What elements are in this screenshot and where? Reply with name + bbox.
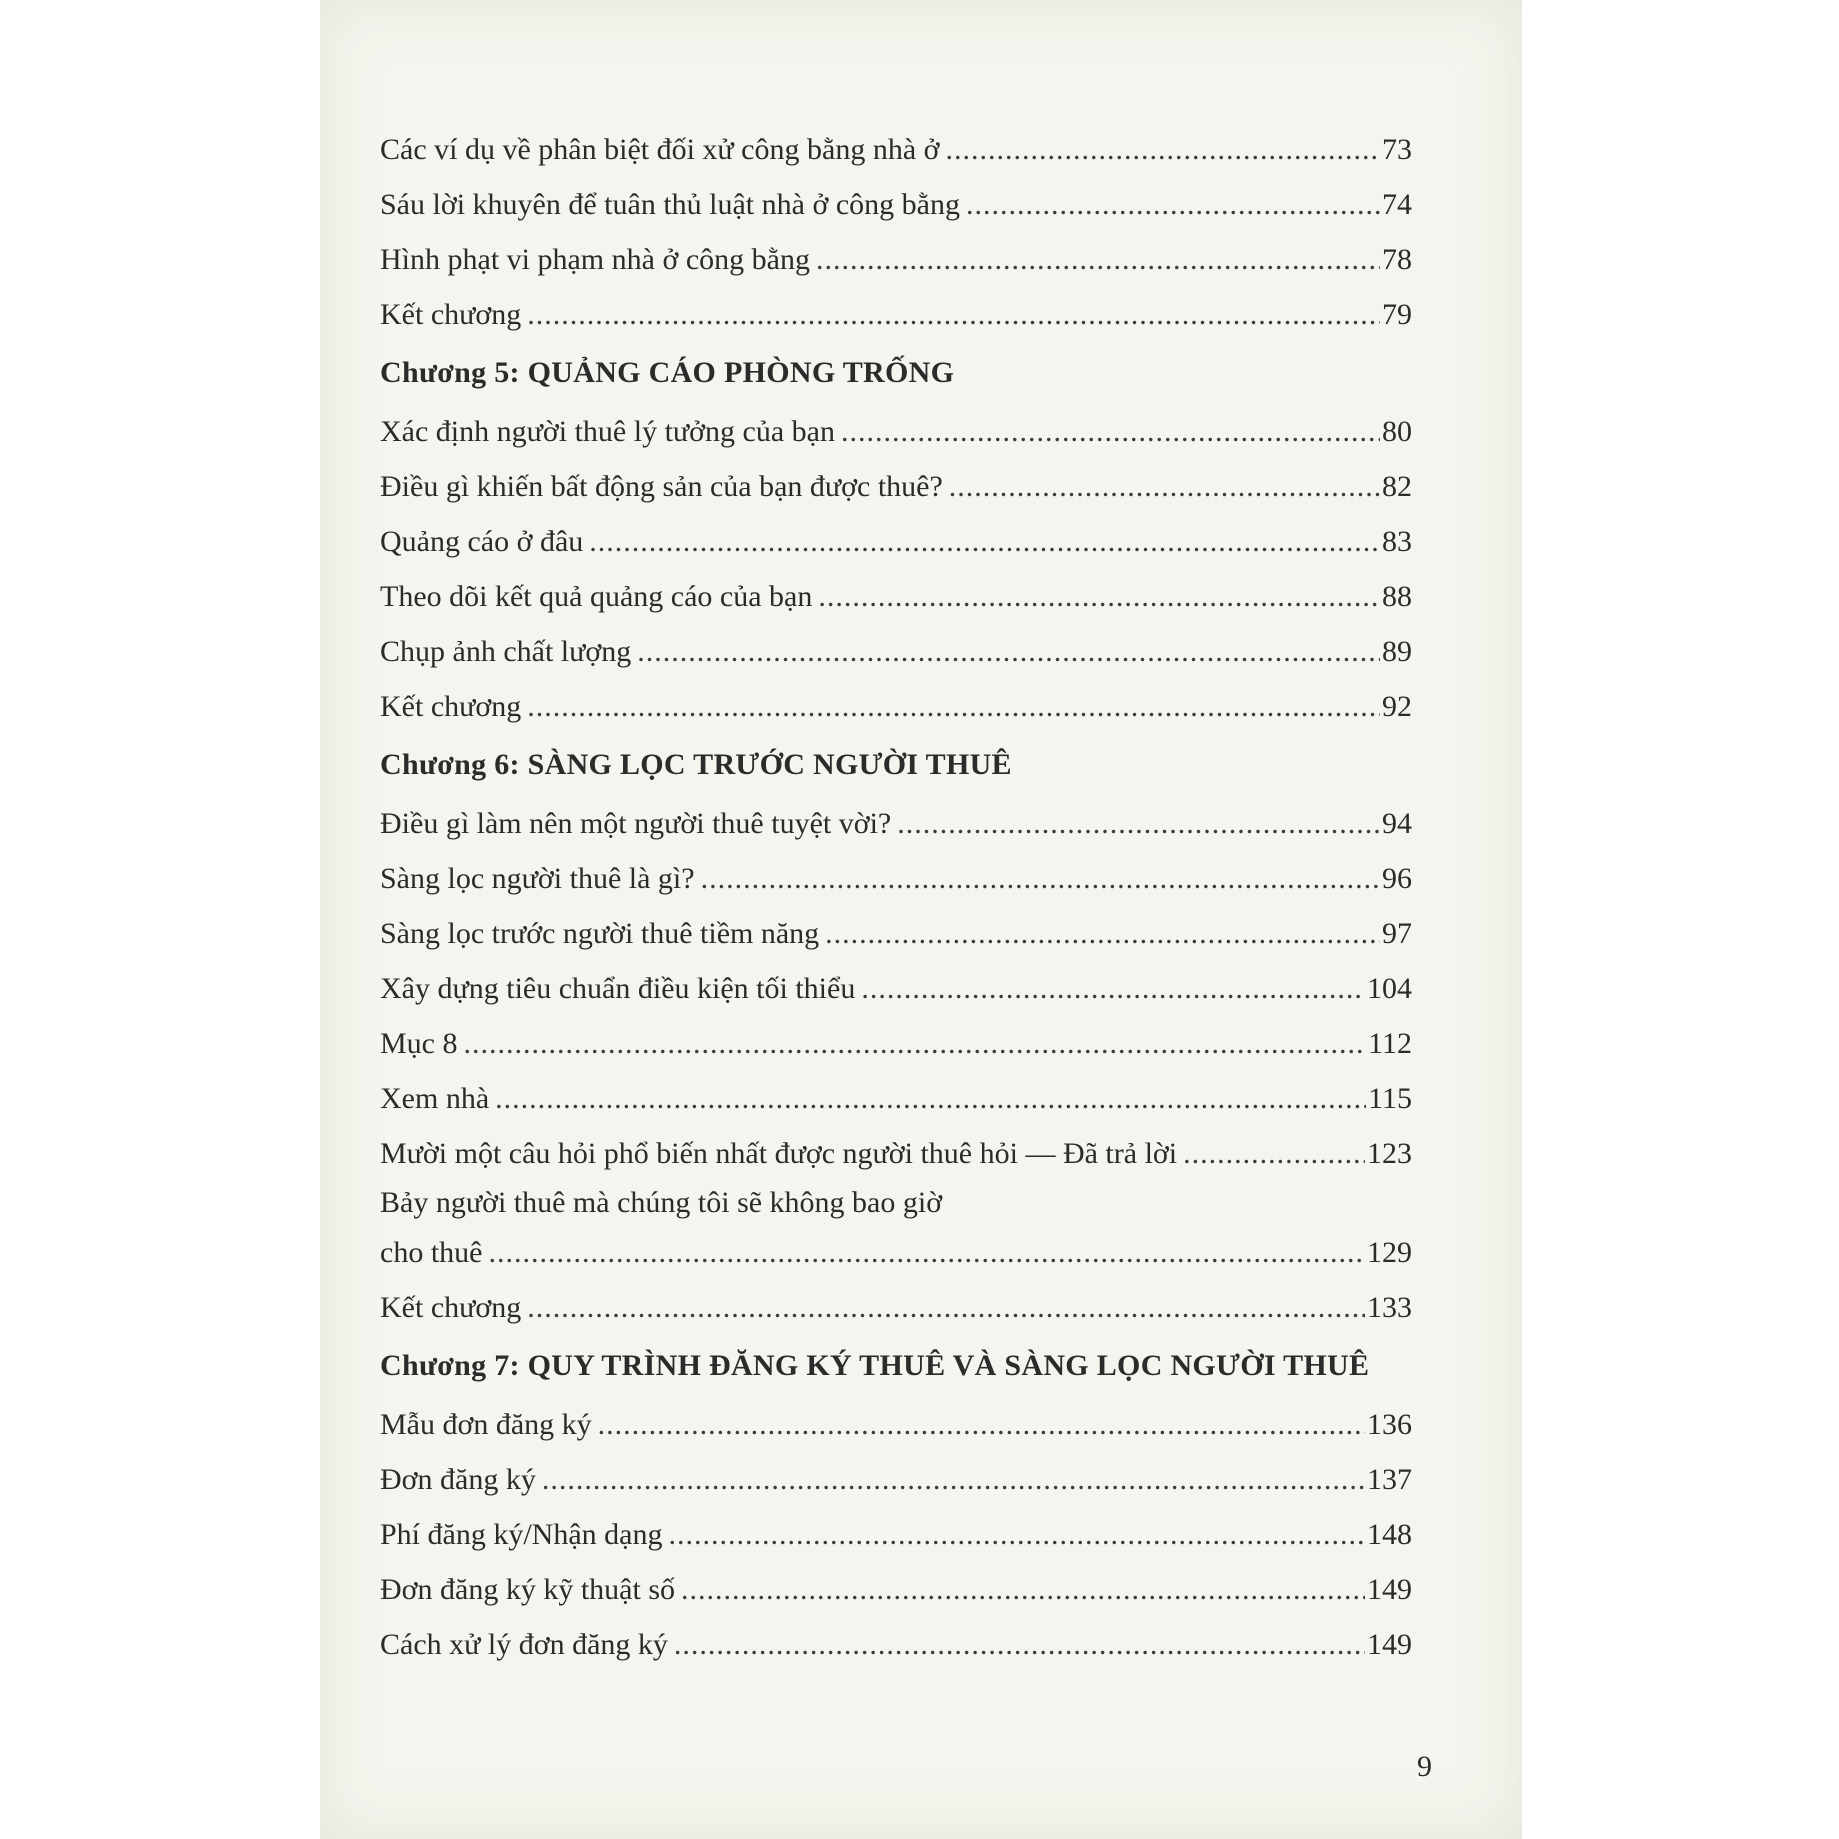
- leader-dots: [949, 459, 1380, 514]
- toc-entry-wrapped-line2: [380, 1225, 1412, 1280]
- leader-dots: [598, 1397, 1365, 1452]
- toc-entry-page: 104: [1367, 972, 1412, 1005]
- toc-entry-title: Bảy người thuê mà chúng tôi sẽ không bao giờ: [380, 1186, 943, 1219]
- toc-entry-page: 73: [1382, 133, 1412, 166]
- toc-entry-page: 78: [1382, 243, 1412, 276]
- toc-entry-page: 112: [1368, 1027, 1412, 1060]
- toc-entry-page: 92: [1382, 690, 1412, 723]
- leader-dots: [527, 287, 1380, 342]
- leader-dots: [464, 1016, 1367, 1071]
- toc-entry-title: Điều gì làm nên một người thuê tuyệt vời?: [380, 807, 892, 840]
- toc-entry: [380, 177, 1412, 232]
- toc-entry-page: 123: [1367, 1137, 1412, 1170]
- chapter-heading: Chương 5: QUẢNG CÁO PHÒNG TRỐNG: [380, 356, 955, 389]
- toc-entry-page: 88: [1382, 580, 1412, 613]
- leader-dots: [488, 1225, 1365, 1280]
- toc-entry-page: 74: [1382, 188, 1412, 221]
- toc-entry: [380, 1562, 1412, 1617]
- leader-dots: [946, 122, 1381, 177]
- toc-entry: [380, 404, 1412, 459]
- toc-entry-title: cho thuê: [380, 1236, 483, 1269]
- toc-entry-title: Mục 8: [380, 1027, 458, 1060]
- toc-entry: [380, 1016, 1412, 1071]
- leader-dots: [966, 177, 1380, 232]
- toc-entry: [380, 232, 1412, 287]
- toc-entry: [380, 122, 1412, 177]
- toc-entry: [380, 851, 1412, 906]
- toc-entry: [380, 287, 1412, 342]
- toc-entry: [380, 569, 1412, 624]
- chapter-heading: Chương 6: SÀNG LỌC TRƯỚC NGƯỜI THUÊ: [380, 748, 1012, 781]
- leader-dots: [816, 232, 1380, 287]
- toc-entry-title: Hình phạt vi phạm nhà ở công bằng: [380, 243, 810, 276]
- leader-dots: [825, 906, 1380, 961]
- toc-entry-title: Mẫu đơn đăng ký: [380, 1408, 592, 1441]
- toc-entry-page: 149: [1367, 1573, 1412, 1606]
- toc-entry-page: 115: [1368, 1082, 1412, 1115]
- leader-dots: [495, 1071, 1366, 1126]
- book-page: [320, 0, 1522, 1839]
- toc-entry: [380, 1452, 1412, 1507]
- toc-entry: [380, 1280, 1412, 1335]
- toc-entry: [380, 459, 1412, 514]
- leader-dots: [681, 1562, 1365, 1617]
- toc-entry-page: 129: [1367, 1236, 1412, 1269]
- leader-dots: [1183, 1126, 1365, 1181]
- toc-entry: [380, 1126, 1412, 1181]
- toc-entry-page: 97: [1382, 917, 1412, 950]
- leader-dots: [701, 851, 1380, 906]
- toc-entry: [380, 906, 1412, 961]
- leader-dots: [542, 1452, 1365, 1507]
- toc-entry-page: 89: [1382, 635, 1412, 668]
- leader-dots: [897, 796, 1380, 851]
- toc-entry-page: 79: [1382, 298, 1412, 331]
- toc-entry: [380, 679, 1412, 734]
- toc-entry-title: Các ví dụ về phân biệt đối xử công bằng nhà ở: [380, 133, 940, 166]
- toc-entry: [380, 1507, 1412, 1562]
- toc-entry: [380, 514, 1412, 569]
- leader-dots: [527, 1280, 1365, 1335]
- toc-entry: [380, 796, 1412, 851]
- toc-entry-title: Đơn đăng ký: [380, 1463, 536, 1496]
- toc-entry-title: Đơn đăng ký kỹ thuật số: [380, 1573, 676, 1606]
- toc-entry-page: 137: [1367, 1463, 1412, 1496]
- toc-entry-page: 133: [1367, 1291, 1412, 1324]
- toc-entry-page: 94: [1382, 807, 1412, 840]
- leader-dots: [674, 1617, 1365, 1672]
- toc-entry-title: Theo dõi kết quả quảng cáo của bạn: [380, 580, 813, 613]
- toc-entry-page: 82: [1382, 470, 1412, 503]
- toc-entry-title: Xây dựng tiêu chuẩn điều kiện tối thiểu: [380, 972, 856, 1005]
- toc-entry-title: Sàng lọc người thuê là gì?: [380, 862, 695, 895]
- toc-entry-title: Kết chương: [380, 298, 522, 331]
- toc-entry-title: Xác định người thuê lý tưởng của bạn: [380, 415, 835, 448]
- toc-entry-page: 148: [1367, 1518, 1412, 1551]
- toc-entry-title: Chụp ảnh chất lượng: [380, 635, 632, 668]
- toc-entry-title: Cách xử lý đơn đăng ký: [380, 1628, 668, 1661]
- toc-entry-title: Xem nhà: [380, 1082, 490, 1115]
- toc-entry-title: Kết chương: [380, 1291, 522, 1324]
- leader-dots: [818, 569, 1380, 624]
- toc-entry-page: 136: [1367, 1408, 1412, 1441]
- leader-dots: [637, 624, 1380, 679]
- page-number: 9: [1417, 1750, 1432, 1783]
- table-of-contents: [380, 122, 1412, 1672]
- toc-entry-title: Sàng lọc trước người thuê tiềm năng: [380, 917, 820, 950]
- toc-entry-page: 149: [1367, 1628, 1412, 1661]
- toc-entry-title: Quảng cáo ở đâu: [380, 525, 584, 558]
- toc-entry-title: Sáu lời khuyên để tuân thủ luật nhà ở công bằng: [380, 188, 960, 221]
- leader-dots: [841, 404, 1380, 459]
- toc-entry-title: Phí đăng ký/Nhận dạng: [380, 1518, 663, 1551]
- toc-entry-page: 80: [1382, 415, 1412, 448]
- toc-entry-wrapped-line1: [380, 1181, 1412, 1225]
- toc-entry: [380, 1071, 1412, 1126]
- toc-entry-title: Mười một câu hỏi phổ biến nhất được người thuê hỏi — Đã trả lời: [380, 1137, 1178, 1170]
- toc-entry: [380, 1617, 1412, 1672]
- toc-entry-title: Kết chương: [380, 690, 522, 723]
- toc-entry: [380, 1397, 1412, 1452]
- toc-entry: [380, 961, 1412, 1016]
- leader-dots: [527, 679, 1380, 734]
- toc-entry: [380, 624, 1412, 679]
- leader-dots: [861, 961, 1365, 1016]
- toc-entry-page: 83: [1382, 525, 1412, 558]
- toc-entry-page: 96: [1382, 862, 1412, 895]
- leader-dots: [668, 1507, 1365, 1562]
- leader-dots: [589, 514, 1380, 569]
- toc-entry-title: Điều gì khiến bất động sản của bạn được thuê?: [380, 470, 943, 503]
- chapter-heading: Chương 7: QUY TRÌNH ĐĂNG KÝ THUÊ VÀ SÀNG LỌC NGƯỜI THUÊ: [380, 1349, 1370, 1382]
